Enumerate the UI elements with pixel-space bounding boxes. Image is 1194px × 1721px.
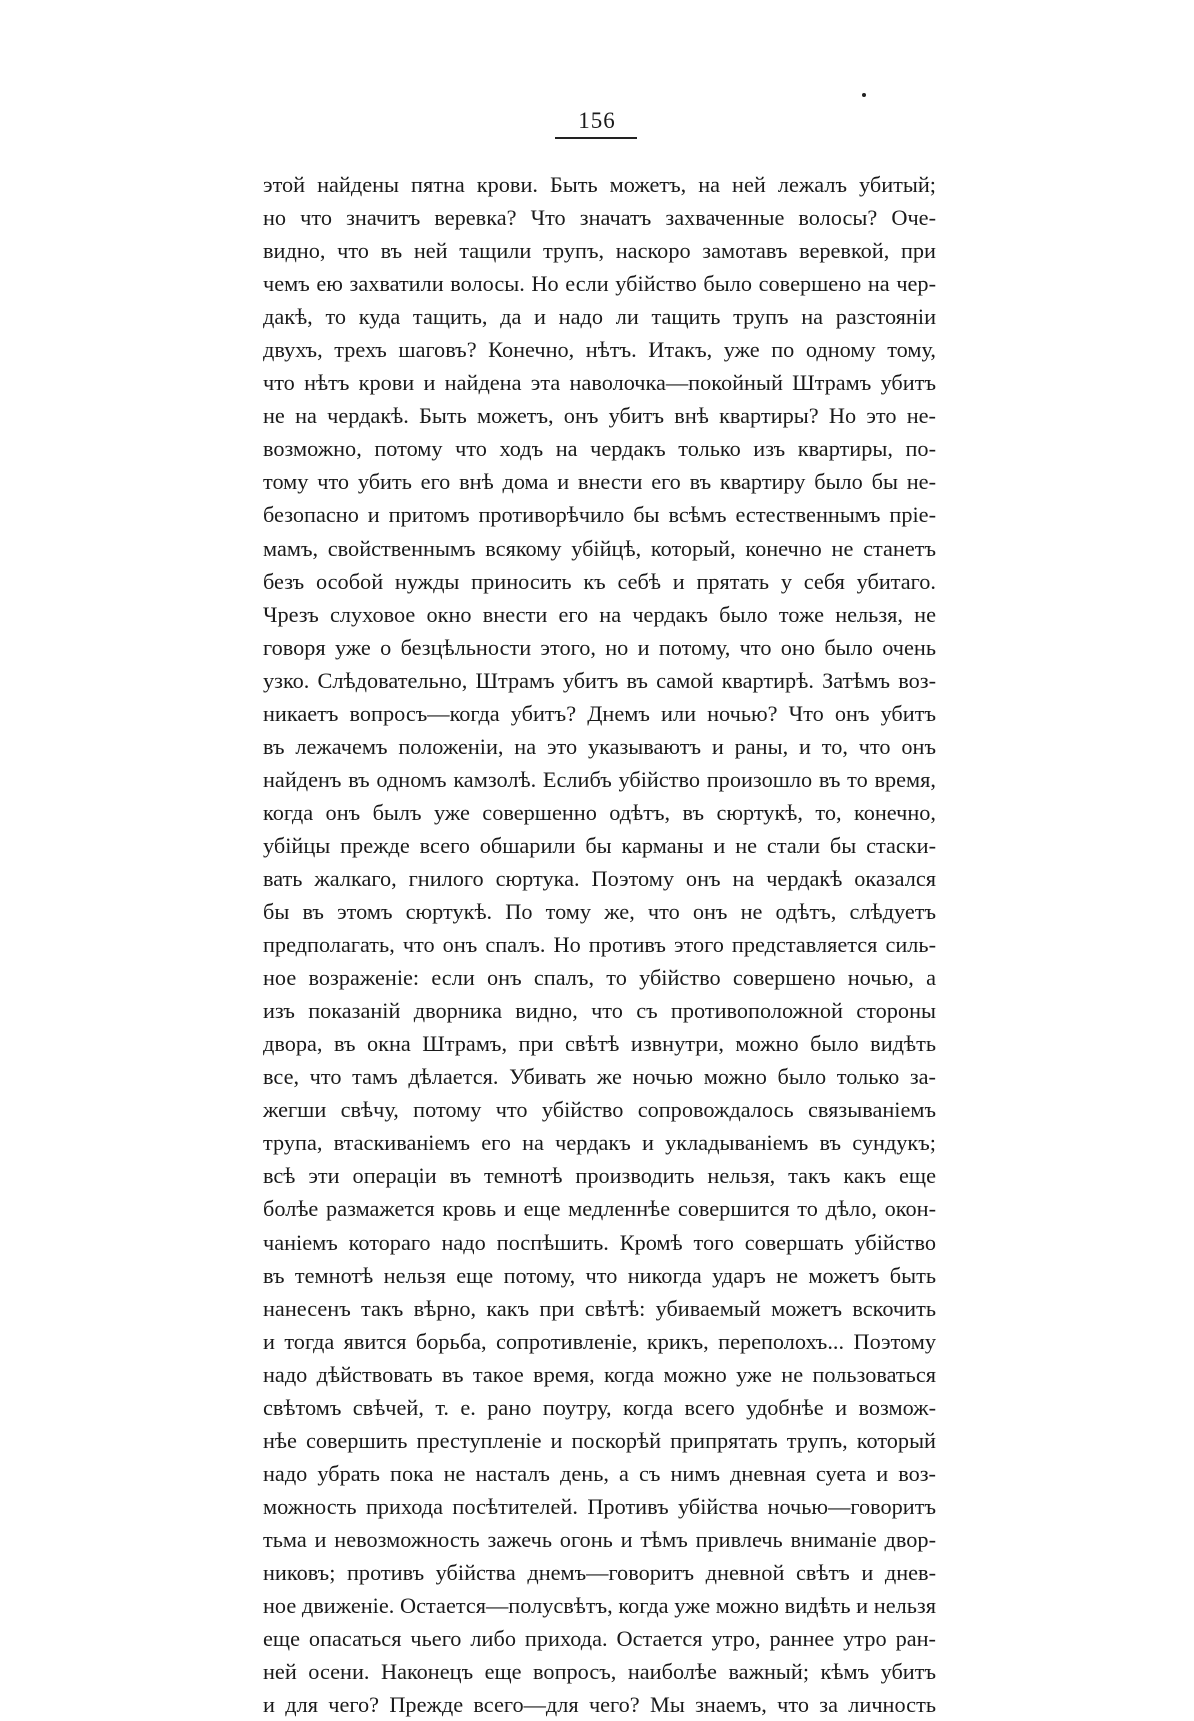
text-line: чаніемъ котораго надо поспѣшить. Кромѣ того совершать убійство <box>263 1229 936 1255</box>
body-text <box>263 168 936 1721</box>
text-line: можность прихода посѣтителей. Противъ убійства ночью—говоритъ <box>263 1493 936 1519</box>
text-line: свѣтомъ свѣчей, т. е. рано поутру, когда всего удобнѣе и возмож- <box>263 1394 936 1420</box>
text-line: возможно, потому что ходъ на чердакъ только изъ квартиры, по- <box>263 436 936 462</box>
text-line: всѣ эти операціи въ темнотѣ производить нельзя, такъ какъ еще <box>263 1163 936 1189</box>
text-line: предполагать, что онъ спалъ. Но противъ этого представляется силь- <box>263 932 936 958</box>
text-line: никовъ; противъ убійства днемъ—говоритъ дневной свѣтъ и днев- <box>263 1559 936 1585</box>
text-line: жегши свѣчу, потому что убійство сопровождалось связываніемъ <box>263 1097 936 1123</box>
text-line: нѣе совершить преступленіе и поскорѣй припрятать трупъ, который <box>263 1427 936 1453</box>
text-line: нанесенъ такъ вѣрно, какъ при свѣтѣ: убиваемый можетъ вскочить <box>263 1295 936 1321</box>
text-line: болѣе размажется кровь и еще медленнѣе совершится то дѣло, окон- <box>263 1196 936 1222</box>
text-line: вать жалкаго, гнилого сюртука. Поэтому онъ на чердакѣ оказался <box>263 865 936 891</box>
text-line: все, что тамъ дѣлается. Убивать же ночью можно было только за- <box>263 1064 936 1090</box>
text-line: ное движеніе. Остается—полусвѣтъ, когда уже можно видѣть и нельзя <box>263 1593 936 1619</box>
text-line: трупа, втаскиваніемъ его на чердакъ и укладываніемъ въ сундукъ; <box>263 1130 936 1156</box>
text-line: видно, что въ ней тащили трупъ, наскоро замотавъ веревкой, при <box>263 238 936 264</box>
text-line: найденъ въ одномъ камзолѣ. Еслибъ убійство произошло въ то время, <box>263 766 936 792</box>
page-number: 156 <box>578 108 616 133</box>
text-line: надо убрать пока не насталъ день, а съ нимъ дневная суета и воз- <box>263 1460 936 1486</box>
text-line: надо дѣйствовать въ такое время, когда можно уже не пользоваться <box>263 1361 936 1387</box>
text-line: дакѣ, то куда тащить, да и надо ли тащить трупъ на разстояніи <box>263 304 936 330</box>
text-line: Чрезъ слуховое окно внести его на чердакъ было тоже нельзя, не <box>263 601 936 627</box>
ink-speck <box>862 93 866 97</box>
text-line: и тогда явится борьба, сопротивленіе, крикъ, переполохъ... Поэтому <box>263 1328 936 1354</box>
text-line: мамъ, свойственнымъ всякому убійцѣ, который, конечно не станетъ <box>263 535 936 561</box>
text-line: говоря уже о безцѣльности этого, но и потому, что оно было очень <box>263 634 936 660</box>
text-line: бы въ этомъ сюртукѣ. По тому же, что онъ не одѣтъ, слѣдуетъ <box>263 899 936 925</box>
text-line: изъ показаній дворника видно, что съ противоположной стороны <box>263 998 936 1024</box>
text-line: тьма и невозможность зажечь огонь и тѣмъ привлечь вниманіе двор- <box>263 1526 936 1552</box>
text-line: но что значитъ веревка? Что значатъ захваченные волосы? Оче- <box>263 205 936 231</box>
text-line: ней осени. Наконецъ еще вопросъ, наиболѣе важный; кѣмъ убитъ <box>263 1659 936 1685</box>
text-line: безопасно и притомъ противорѣчило бы всѣмъ естественнымъ пріе- <box>263 502 936 528</box>
text-line: что нѣтъ крови и найдена эта наволочка—покойный Штрамъ убитъ <box>263 370 936 396</box>
text-line: въ лежачемъ положеніи, на это указываютъ и раны, и то, что онъ <box>263 733 936 759</box>
text-line: этой найдены пятна крови. Быть можетъ, на ней лежалъ убитый; <box>263 172 936 197</box>
text-line: и для чего? Прежде всего—для чего? Мы знаемъ, что за личность <box>263 1692 936 1718</box>
text-line: ное возраженіе: если онъ спалъ, то убійство совершено ночью, а <box>263 965 936 991</box>
text-line: когда онъ былъ уже совершенно одѣтъ, въ сюртукѣ, то, конечно, <box>263 799 936 825</box>
text-line: не на чердакѣ. Быть можетъ, онъ убитъ внѣ квартиры? Но это не- <box>263 403 936 429</box>
text-line: тому что убить его внѣ дома и внести его въ квартиру было бы не- <box>263 469 936 495</box>
text-line: узко. Слѣдовательно, Штрамъ убитъ въ самой квартирѣ. Затѣмъ воз- <box>263 667 936 693</box>
text-line: въ темнотѣ нельзя еще потому, что никогда ударъ не можетъ быть <box>263 1262 936 1288</box>
text-line: еще опасаться чьего либо прихода. Остается утро, раннее утро ран- <box>263 1626 936 1652</box>
text-line: безъ особой нужды приносить къ себѣ и прятать у себя убитаго. <box>263 568 936 594</box>
text-line: убійцы прежде всего обшарили бы карманы и не стали бы стаски- <box>263 832 936 858</box>
text-line: никаетъ вопросъ—когда убитъ? Днемъ или ночью? Что онъ убитъ <box>263 700 936 726</box>
text-line: двора, въ окна Штрамъ, при свѣтѣ извнутри, можно было видѣть <box>263 1031 936 1057</box>
text-line: двухъ, трехъ шаговъ? Конечно, нѣтъ. Итакъ, уже по одному тому, <box>263 337 936 363</box>
page-number-rule <box>555 137 637 139</box>
text-line: чемъ ею захватили волосы. Но если убійство было совершено на чер- <box>263 271 936 297</box>
